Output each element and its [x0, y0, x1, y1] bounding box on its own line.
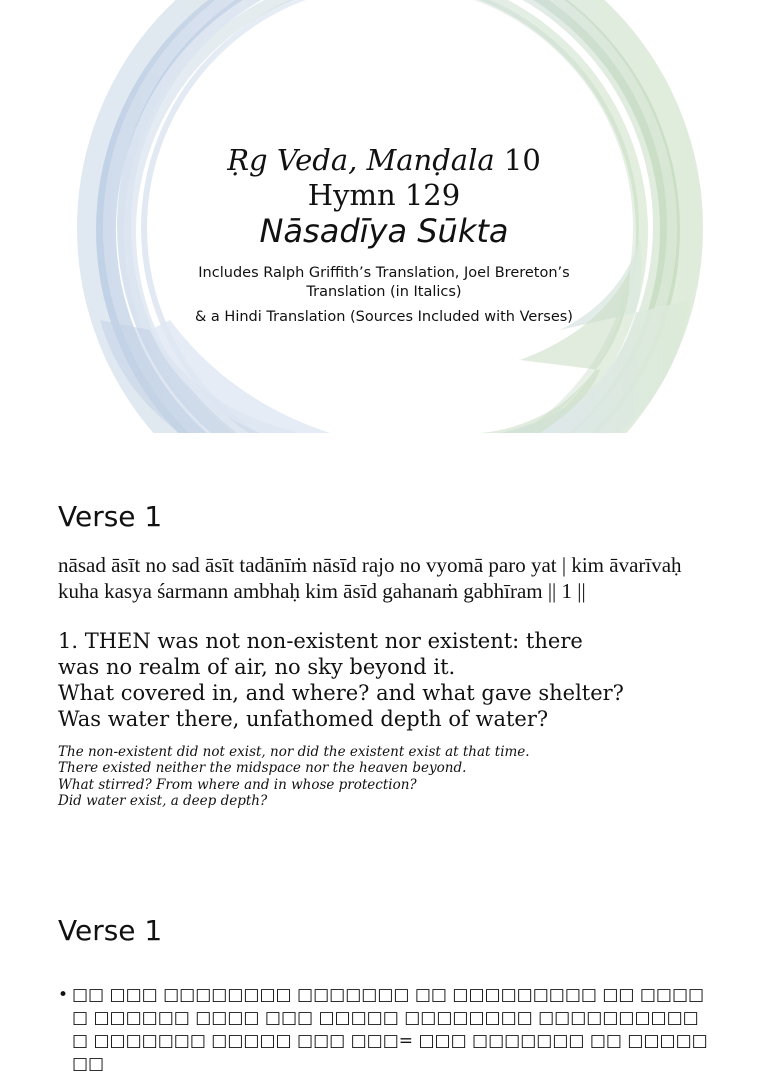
title-mandala-number: 10 [503, 143, 541, 177]
title-slide [0, 0, 768, 433]
brereton-line: Did water exist, a deep depth? [58, 792, 268, 809]
hindi-verse-heading: Verse 1 [58, 914, 163, 947]
brereton-line: The non-existent did not exist, nor did the existent exist at that time. [58, 744, 530, 760]
title-main: Nāsadīya Sūkta [259, 212, 509, 250]
brereton-line: There existed neither the midspace nor the heaven beyond. [58, 760, 467, 777]
hindi-translation-text: □□ □□□ □□□□□□□□ □□□□□□□ □□ □□□□□□□□□ □□ □□□□□ □□□□□□ □□□□ □□□ □□□□□ □□□□□□□□ □□□□□□□□□□□ □□□□□□□ □□□□□ □□□ □□□= □□□ □□□□□□□ □□ □□□□□ □□ [72, 985, 708, 1074]
title-subtitle-2: & a Hindi Translation (Sources Included with Verses) [195, 309, 573, 325]
verse-slide [0, 452, 768, 884]
sanskrit-transliteration: nāsad āsīt no sad āsīt tadānīṁ nāsīd rajo no vyomā paro yat | kim āvarīvaḥ kuha kasya śarmann ambhaḥ kim āsīd gahanaṁ gabhīram || 1 || [58, 553, 682, 603]
hindi-slide [0, 886, 768, 1086]
griffith-line: was no realm of air, no sky beyond it. [58, 655, 456, 679]
brereton-translation [58, 744, 718, 809]
verse-heading: Verse 1 [58, 500, 163, 533]
title-work-name: Ṛg Veda, Manḍala [227, 143, 495, 177]
title-subtitle-1-text: Includes Ralph Griffith’s Translation, Joel Brereton’s Translation (in Italics) [198, 265, 570, 300]
title-hymn-number: Hymn 129 [307, 178, 461, 212]
title-subtitle-1 [0, 264, 768, 302]
griffith-translation [58, 628, 738, 732]
brereton-line: What stirred? From where and in whose protection? [58, 776, 417, 793]
griffith-line: 1. THEN was not non-existent nor existent: there [58, 629, 583, 653]
griffith-line: Was water there, unfathomed depth of water? [58, 707, 549, 731]
title-line-1 [0, 143, 768, 177]
bullet-marker: • [58, 985, 69, 1005]
griffith-line: What covered in, and where? and what gave shelter? [58, 681, 624, 705]
hindi-translation-item [58, 984, 708, 1076]
